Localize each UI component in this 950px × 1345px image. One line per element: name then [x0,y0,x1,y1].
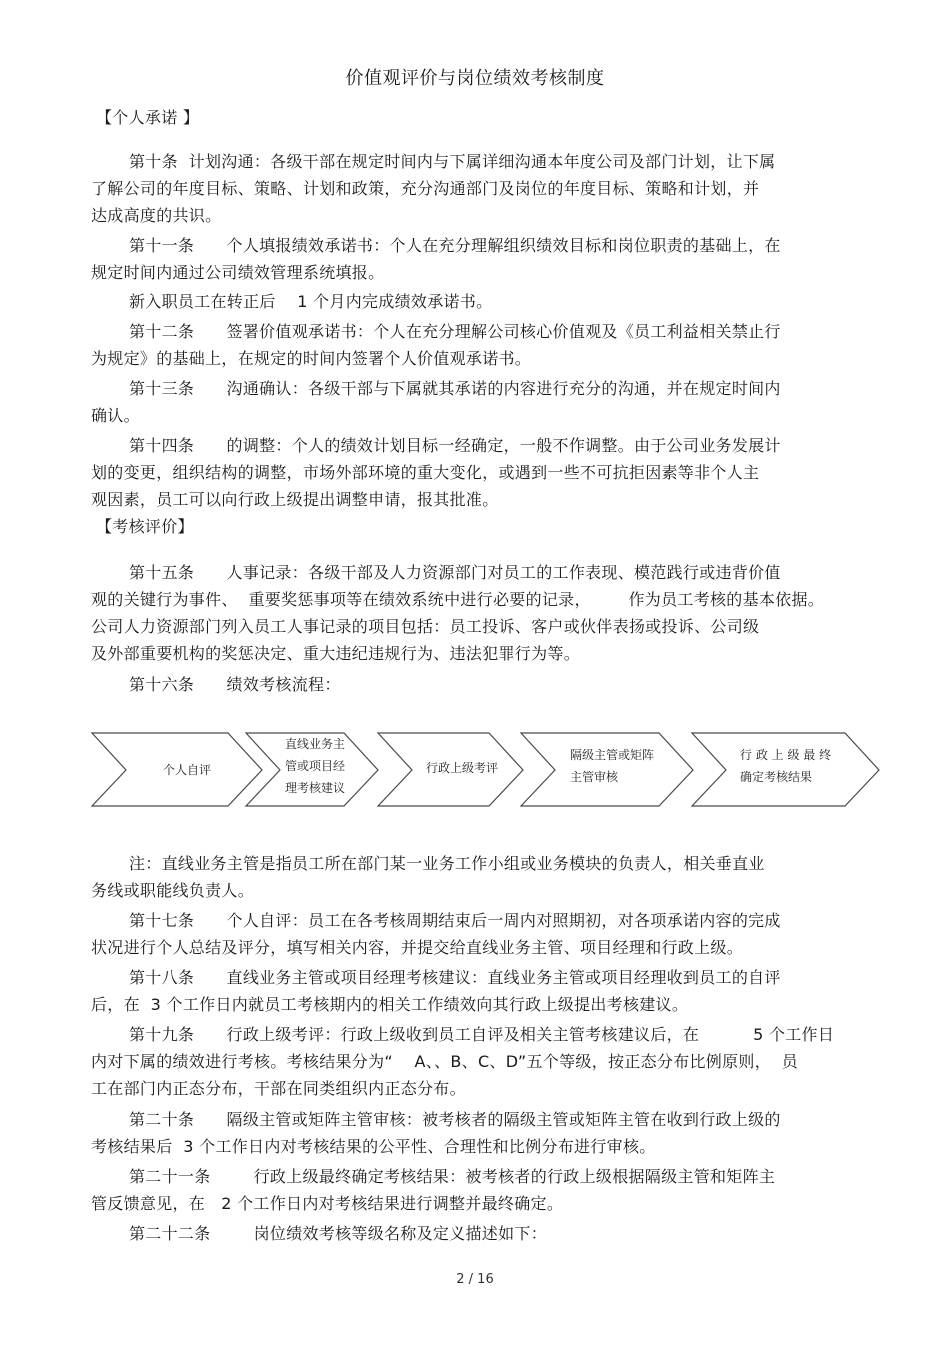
section-heading-evaluation: 【考核评价】 [96,517,194,536]
page-number: 2 / 16 [456,1272,494,1287]
paragraph-line: 第十二条 签署价值观承诺书：个人在充分理解公司核心价值观及《员工利益相关禁止行 [129,322,781,341]
paragraph-line: 公司人力资源部门列入员工人事记录的项目包括：员工投诉、客户或伙伴表扬或投诉、公司级 [91,617,760,636]
paragraph-line: 内对下属的绩效进行考核。考核结果分为“ A、、B、C、D”五个等级，按正态分布比例原则， 员 [91,1052,799,1071]
paragraph-line: 考核结果后 3 个工作日内对考核结果的公平性、合理性和比例分布进行审核。 [91,1137,656,1156]
paragraph-line: 第十六条 绩效考核流程： [129,675,341,694]
note-line: 务线或职能线负责人。 [91,881,255,900]
paragraph-line: 观的关键行为事件、 重要奖惩事项等在绩效系统中进行必要的记录， 作为员工考核的基本依据。 [91,590,825,609]
paragraph-line: 第十七条 个人自评：员工在各考核周期结束后一周内对照期初，对各项承诺内容的完成 [129,911,781,930]
document-title: 价值观评价与岗位绩效考核制度 [345,68,605,89]
paragraph-line: 管反馈意见，在 2 个工作日内对考核结果进行调整并最终确定。 [91,1194,564,1213]
paragraph-line: 第十四条 的调整：个人的绩效计划目标一经确定，一般不作调整。由于公司业务发展计 [129,436,781,455]
paragraph-line: 确认。 [91,406,140,425]
paragraph-line: 了解公司的年度目标、策略、计划和政策，充分沟通部门及岗位的年度目标、策略和计划，并 [91,179,760,198]
section-heading-personal-commitment: 【个人承诺 】 [96,108,200,127]
paragraph-line: 观因素，员工可以向行政上级提出调整申请，报其批准。 [91,490,499,509]
assessment-flow-diagram [90,730,882,808]
paragraph-line: 第十条 计划沟通：各级干部在规定时间内与下属详细沟通本年度公司及部门计划，让下属 [129,152,776,171]
paragraph-line: 为规定》的基础上，在规定的时间内签署个人价值观承诺书。 [91,349,532,368]
paragraph-line: 第十三条 沟通确认：各级干部与下属就其承诺的内容进行充分的沟通，并在规定时间内 [129,379,781,398]
paragraph-line: 第十一条 个人填报绩效承诺书：个人在充分理解组织绩效目标和岗位职责的基础上，在 [129,236,781,255]
flow-step-final-confirmation: 行 政 上 级 最 终 确定考核结果 [740,748,832,784]
flow-step-admin-review: 行政上级考评 [425,761,498,775]
paragraph-line: 及外部重要机构的奖惩决定、重大违纪违规行为、违法犯罪行为等。 [91,644,581,663]
note-line: 注：直线业务主管是指员工所在部门某一业务工作小组或业务模块的负责人，相关垂直业 [129,854,765,873]
paragraph-line: 第十八条 直线业务主管或项目经理考核建议：直线业务主管或项目经理收到员工的自评 [129,968,781,987]
paragraph-line: 达成高度的共识。 [91,206,222,225]
flow-step-skip-level-audit: 隔级主管或矩阵 主管审核 [570,748,655,784]
paragraph-line: 第十九条 行政上级考评：行政上级收到员工自评及相关主管考核建议后，在 5 个工作日 [129,1025,835,1044]
paragraph-line: 工在部门内正态分布，干部在同类组织内正态分布。 [91,1079,466,1098]
paragraph-line: 划的变更，组织结构的调整，市场外部环境的重大变化，或遇到一些不可抗拒因素等非个人主 [91,463,760,482]
paragraph-line: 第十五条 人事记录：各级干部及人力资源部门对员工的工作表现、模范践行或违背价值 [129,563,781,582]
paragraph-line: 规定时间内通过公司绩效管理系统填报。 [91,263,385,282]
paragraph-line: 第二十二条 岗位绩效考核等级名称及定义描述如下： [129,1224,547,1243]
paragraph-line: 第二十一条 行政上级最终确定考核结果：被考核者的行政上级根据隔级主管和矩阵主 [129,1167,776,1186]
paragraph-line: 状况进行个人总结及评分，填写相关内容，并提交给直线业务主管、项目经理和行政上级。 [91,938,744,957]
flow-step-supervisor-suggestion: 直线业务主 管或项目经 理考核建议 [284,737,345,795]
paragraph-line: 后，在 3 个工作日内就员工考核期内的相关工作绩效向其行政上级提出考核建议。 [91,995,689,1014]
paragraph-line: 第二十条 隔级主管或矩阵主管审核：被考核者的隔级主管或矩阵主管在收到行政上级的 [129,1110,781,1129]
flow-step-self-review: 个人自评 [162,763,211,777]
paragraph-line: 新入职员工在转正后 1 个月内完成绩效承诺书。 [129,292,493,311]
